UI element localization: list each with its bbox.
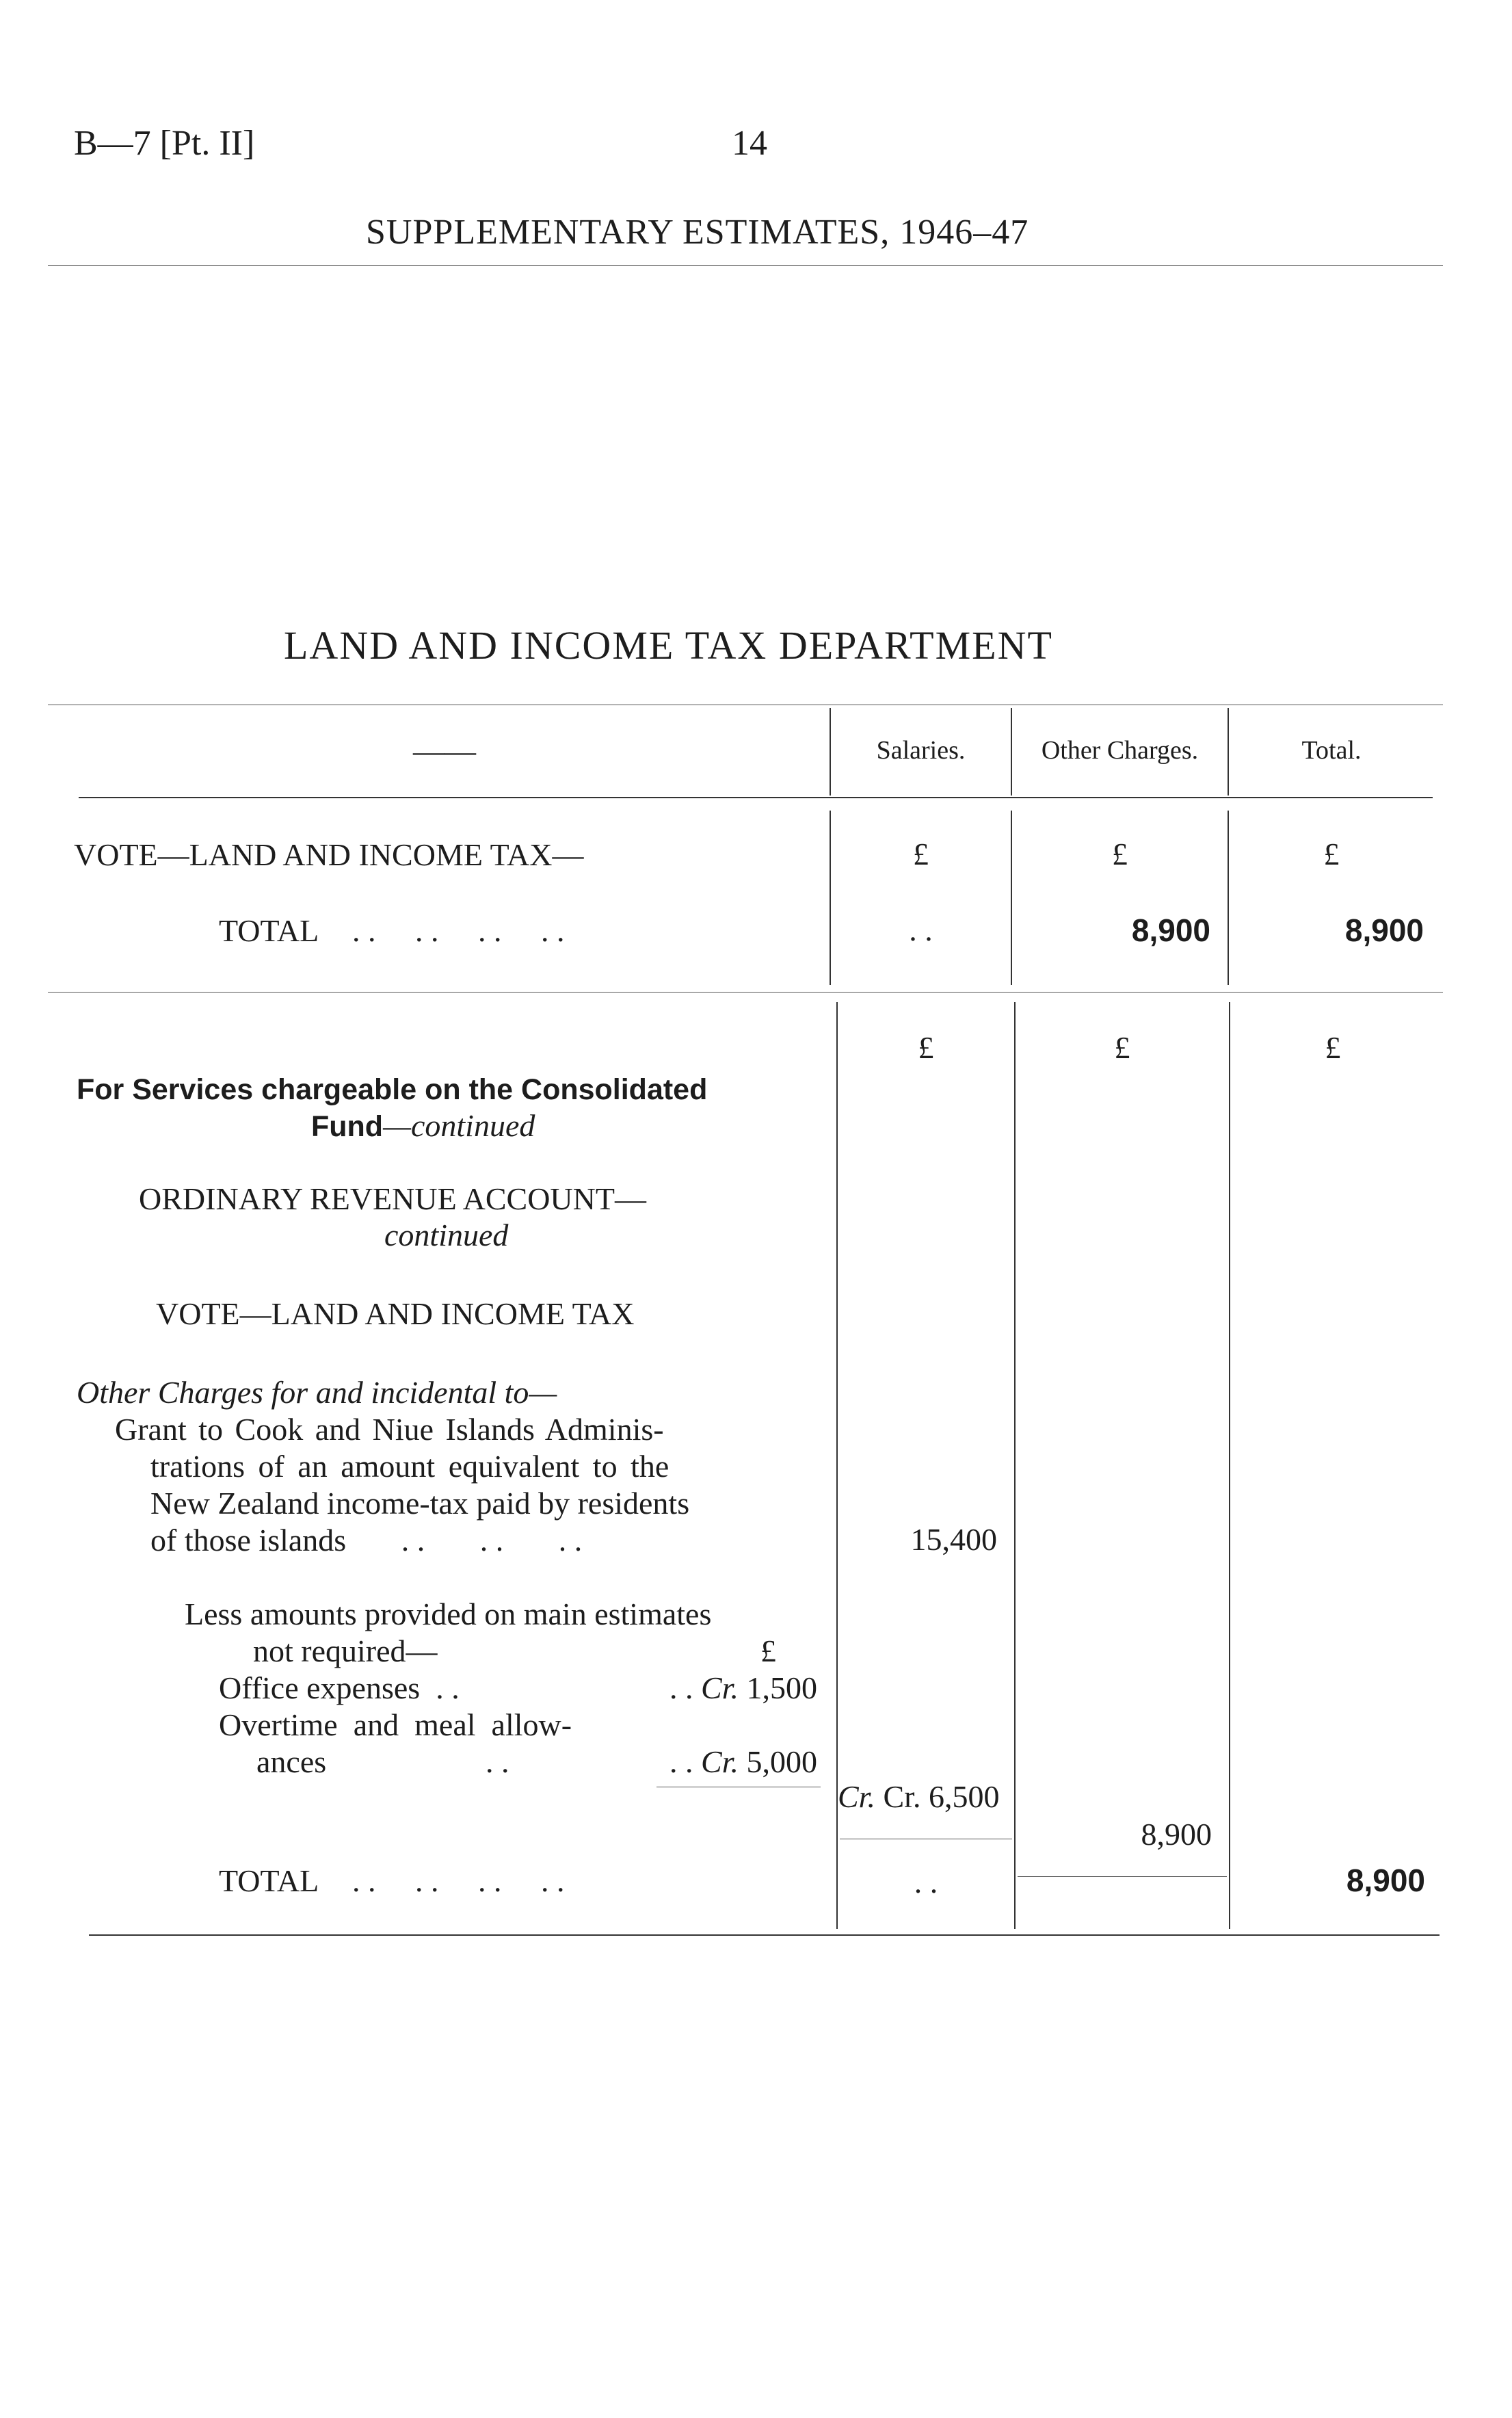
col-header-description: —— — [413, 733, 476, 768]
table-bottom-rule — [89, 1934, 1440, 1936]
other-charges-heading: Other Charges for and incidental to— — [77, 1375, 557, 1410]
detail-total-label: TOTAL — [219, 1863, 319, 1898]
col-header-total: Total. — [1301, 736, 1362, 765]
grant-line-3: New Zealand income-tax paid by residents — [150, 1486, 690, 1521]
office-expenses-amount: . . Cr. 1,500 — [669, 1670, 817, 1705]
less-total-text: Cr. 6,500 — [883, 1779, 1000, 1814]
col-header-salaries: Salaries. — [876, 736, 966, 765]
detail-total-currency: £ — [1325, 1030, 1341, 1065]
col-rule-2-detail — [1014, 1002, 1016, 1929]
summary-total-value: 8,900 — [1344, 912, 1424, 948]
page-number: 14 — [732, 124, 767, 163]
summary-bottom-rule — [48, 992, 1443, 993]
services-fund: Fund — [311, 1110, 384, 1143]
page-ref: B—7 [Pt. II] — [74, 124, 255, 163]
grant-line-4: of those islands . . . . . . — [150, 1523, 583, 1558]
summary-salaries-currency: £ — [913, 837, 929, 871]
summary-total-currency: £ — [1323, 837, 1340, 871]
services-continued: —continued — [383, 1108, 535, 1143]
services-heading-line2 — [311, 1107, 535, 1146]
summary-total-label: TOTAL — [219, 913, 319, 948]
running-title: SUPPLEMENTARY ESTIMATES, 1946–47 — [366, 213, 1029, 252]
overtime-line-1: Overtime and meal allow- — [219, 1707, 572, 1742]
summary-vote-label: VOTE—LAND AND INCOME TAX— — [74, 837, 584, 872]
detail-salaries-total: . . — [914, 1865, 938, 1900]
summary-salaries-value: . . — [909, 912, 933, 947]
department-title: LAND AND INCOME TAX DEPARTMENT — [284, 623, 1053, 668]
detail-vote-heading: VOTE—LAND AND INCOME TAX — [156, 1296, 635, 1331]
summary-other-charges-value: 8,900 — [1131, 912, 1210, 948]
grant-salaries-value: 15,400 — [910, 1522, 997, 1557]
detail-total-dots: . . . . . . . . — [352, 1863, 565, 1898]
col-header-other-charges: Other Charges. — [1041, 736, 1199, 765]
header-rule — [48, 265, 1443, 266]
column-header-rule — [79, 797, 1433, 798]
other-charges-subtotal-rule — [1018, 1876, 1227, 1877]
other-charges-net-value: 8,900 — [1141, 1817, 1212, 1852]
grant-line-2: trations of an amount equivalent to the — [150, 1449, 669, 1484]
less-currency: £ — [760, 1633, 776, 1668]
ordinary-revenue-heading: ORDINARY REVENUE ACCOUNT— — [139, 1181, 646, 1216]
detail-salaries-currency: £ — [918, 1030, 934, 1065]
less-total-value: Cr. Cr. 6,500 — [838, 1779, 1000, 1814]
ordinary-revenue-continued: continued — [384, 1218, 509, 1252]
less-line-1: Less amounts provided on main estimates — [185, 1596, 712, 1631]
detail-other-currency: £ — [1114, 1030, 1130, 1065]
less-line-2: not required— — [253, 1633, 438, 1668]
summary-total-dots: . . . . . . . . — [352, 913, 565, 948]
office-expenses-label: Office expenses . . — [219, 1670, 460, 1705]
overtime-dots: . . — [486, 1744, 509, 1779]
overtime-amount: . . Cr. 5,000 — [669, 1744, 817, 1779]
col-rule-3-detail — [1229, 1002, 1230, 1929]
grant-line-1: Grant to Cook and Niue Islands Adminis- — [115, 1412, 664, 1447]
detail-total-value: 8,900 — [1346, 1863, 1425, 1898]
overtime-line-2: ances — [256, 1744, 327, 1779]
services-heading-line1: For Services chargeable on the Consolidated — [77, 1073, 708, 1106]
summary-other-currency: £ — [1112, 837, 1128, 871]
